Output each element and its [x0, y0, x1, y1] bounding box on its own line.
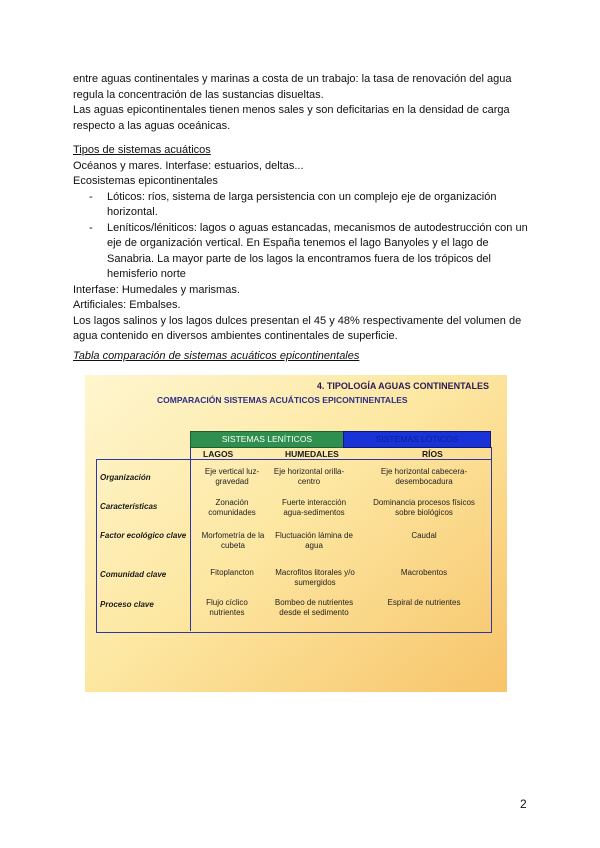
cell-factor-humedales: Fluctuación lámina de agua	[275, 531, 353, 550]
types-heading: Tipos de sistemas acuáticos	[73, 144, 211, 156]
row-label-factor: Factor ecológico clave	[100, 531, 187, 540]
epi-line: Ecosistemas epicontinentales	[73, 175, 218, 187]
interfase-line: Interfase: Humedales y marismas.	[73, 283, 240, 296]
col-head-lagos: LAGOS	[203, 449, 234, 459]
row-label-comunidad: Comunidad clave	[100, 570, 167, 579]
comparison-slide	[85, 375, 507, 692]
cell-proceso-lagos: Flujo cíclico nutrientes	[206, 598, 248, 617]
page-number: 2	[520, 797, 527, 811]
column-header-frame	[190, 447, 492, 459]
intro-paragraph-1: entre aguas continentales y marinas a costa de un trabajo: la tasa de renovación del agua regula la concentración de las sustancias disueltas.	[73, 73, 512, 101]
cell-comunidad-humedales: Macrofitos litorales y/o sumergidos	[275, 568, 355, 587]
cell-factor-lagos: Morfometría de la cubeta	[201, 531, 265, 550]
row-label-organizacion: Organización	[100, 473, 151, 482]
types-section	[73, 143, 533, 345]
header-lotic-systems: SISTEMAS LÓTICOS	[343, 431, 491, 448]
final-paragraph: Los lagos salinos y los lagos dulces presentan el 45 y 48% respectivamente del volumen de agua contenido en diversos ambientes continentales de superficie.	[73, 314, 522, 342]
cell-comunidad-rios: Macrobentos	[400, 568, 448, 577]
cell-organizacion-lagos: Eje vertical luz-gravedad	[204, 467, 260, 486]
cell-caracteristicas-lagos: Zonación comunidades	[208, 498, 256, 517]
oceans-line: Océanos y mares. Interfase: estuarios, deltas...	[73, 159, 304, 172]
cell-caracteristicas-rios: Dominancia procesos físicos sobre biológicos	[373, 498, 475, 517]
slide-subtitle: COMPARACIÓN SISTEMAS ACUÁTICOS EPICONTINENTALES	[157, 395, 408, 405]
cell-comunidad-lagos: Fitoplancton	[210, 568, 254, 577]
cell-organizacion-rios: Eje horizontal cabecera-desembocadura	[380, 467, 468, 486]
slide-title: 4. TIPOLOGÍA AGUAS CONTINENTALES	[316, 381, 489, 391]
types-list	[73, 190, 533, 283]
bullet-loticos: - Lóticos: ríos, sistema de larga persistencia con un complejo eje de organización horizontal.	[73, 190, 533, 221]
cell-caracteristicas-humedales: Fuerte interacción agua-sedimentos	[281, 498, 347, 517]
header-lentic-systems: SISTEMAS LENÍTICOS	[190, 431, 344, 448]
bullet-lenticos: - Leníticos/léniticos: lagos o aguas estancadas, mecanismos de autodestrucción con un eje de organización vertical. En España tenemos el lago Banyoles y el lago de Sanabria. La mayor parte de los lagos la encontramos fuera de los trópicos del hemisferio norte	[73, 221, 533, 283]
table-caption: Tabla comparación de sistemas acuáticos epicontinentales	[73, 350, 360, 362]
row-label-caracteristicas: Características	[100, 502, 158, 511]
row-label-proceso: Proceso clave	[100, 600, 154, 609]
cell-proceso-humedales: Bombeo de nutrientes desde el sedimento	[274, 598, 354, 617]
col-head-rios: RÍOS	[422, 449, 443, 459]
cell-organizacion-humedales: Eje horizontal orilla-centro	[273, 467, 345, 486]
artificiales-line: Artificiales: Embalses.	[73, 299, 181, 311]
intro-paragraph-2: Las aguas epicontinentales tienen menos sales y son deficitarias en la densidad de carga respecto a las aguas oceánicas.	[73, 104, 510, 132]
col-head-humedales: HUMEDALES	[285, 449, 339, 459]
cell-proceso-rios: Espiral de nutrientes	[387, 598, 461, 607]
intro-text	[73, 72, 533, 134]
cell-factor-rios: Caudal	[411, 531, 437, 540]
